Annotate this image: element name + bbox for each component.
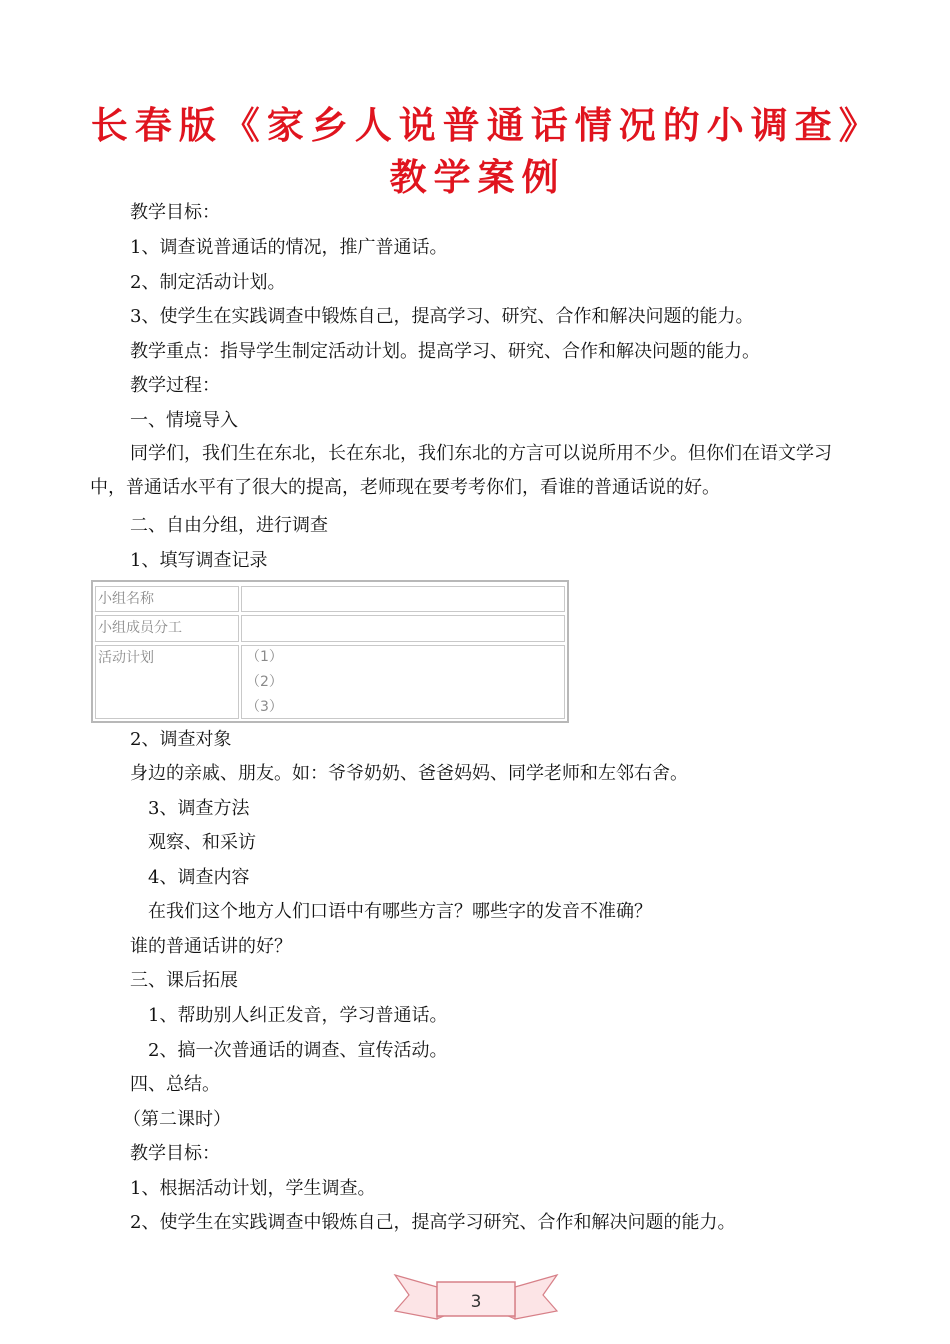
text-line: 2、使学生在实践调查中锻炼自己，提高学习研究、合作和解决问题的能力。: [130, 1212, 736, 1233]
table-label-activity-plan: 活动计划: [95, 645, 239, 719]
text-line: 二、自由分组，进行调查: [130, 515, 328, 536]
text-line: 1、根据活动计划，学生调查。: [130, 1178, 376, 1199]
text-line: 2、制定活动计划。: [130, 272, 286, 293]
text-line: 谁的普通话讲的好？: [130, 936, 292, 957]
text-line: 1、帮助别人纠正发音，学习普通话。: [148, 1005, 448, 1026]
plan-item: （1）: [246, 649, 283, 665]
table-cell-group-name: [241, 586, 565, 612]
plan-item: （3）: [246, 699, 283, 715]
paragraph: 同学们，我们生在东北，长在东北，我们东北的方言可以说所用不少。但你们在语文学习中，普通话水平有了很大的提高，老师现在要考考你们，看谁的普通话说的好。: [90, 443, 832, 498]
text-line: 4、调查内容: [148, 867, 250, 888]
text-line: 教学过程：: [130, 375, 220, 396]
text-line: 四、总结。: [130, 1074, 220, 1095]
text-line: 教学重点：指导学生制定活动计划。提高学习、研究、合作和解决问题的能力。: [130, 341, 760, 362]
table-cell-member-roles: [241, 615, 565, 642]
text-line: 观察、和采访: [148, 832, 256, 853]
text-line: 1、填写调查记录: [130, 550, 268, 571]
table-label-member-roles: 小组成员分工: [95, 615, 239, 642]
table-cell-activity-plan: [241, 645, 565, 719]
table-label-group-name: 小组名称: [95, 586, 239, 612]
text-line: 在我们这个地方人们口语中有哪些方言？哪些字的发音不准确？: [148, 901, 652, 922]
document-title: 长春版《家乡人说普通话情况的小调查》教学案例: [90, 104, 865, 199]
text-line: 2、调查对象: [130, 729, 232, 750]
text-line: 3、使学生在实践调查中锻炼自己，提高学习、研究、合作和解决问题的能力。: [130, 306, 754, 327]
text-line: 三、课后拓展: [130, 970, 238, 991]
text-line: 1、调查说普通话的情况，推广普通话。: [130, 237, 448, 258]
text-line: （第二课时）: [123, 1109, 231, 1130]
page-number: 3: [470, 1292, 482, 1312]
plan-item: （2）: [246, 674, 283, 690]
text-line: 一、情境导入: [130, 410, 238, 431]
text-line: 教学目标：: [130, 202, 220, 223]
text-line: 身边的亲戚、朋友。如：爷爷奶奶、爸爸妈妈、同学老师和左邻右舍。: [130, 763, 688, 784]
text-line: 3、调查方法: [148, 798, 250, 819]
text-line: 2、搞一次普通话的调查、宣传活动。: [148, 1040, 448, 1061]
text-line: 教学目标：: [130, 1143, 220, 1164]
survey-record-table: [91, 580, 569, 723]
